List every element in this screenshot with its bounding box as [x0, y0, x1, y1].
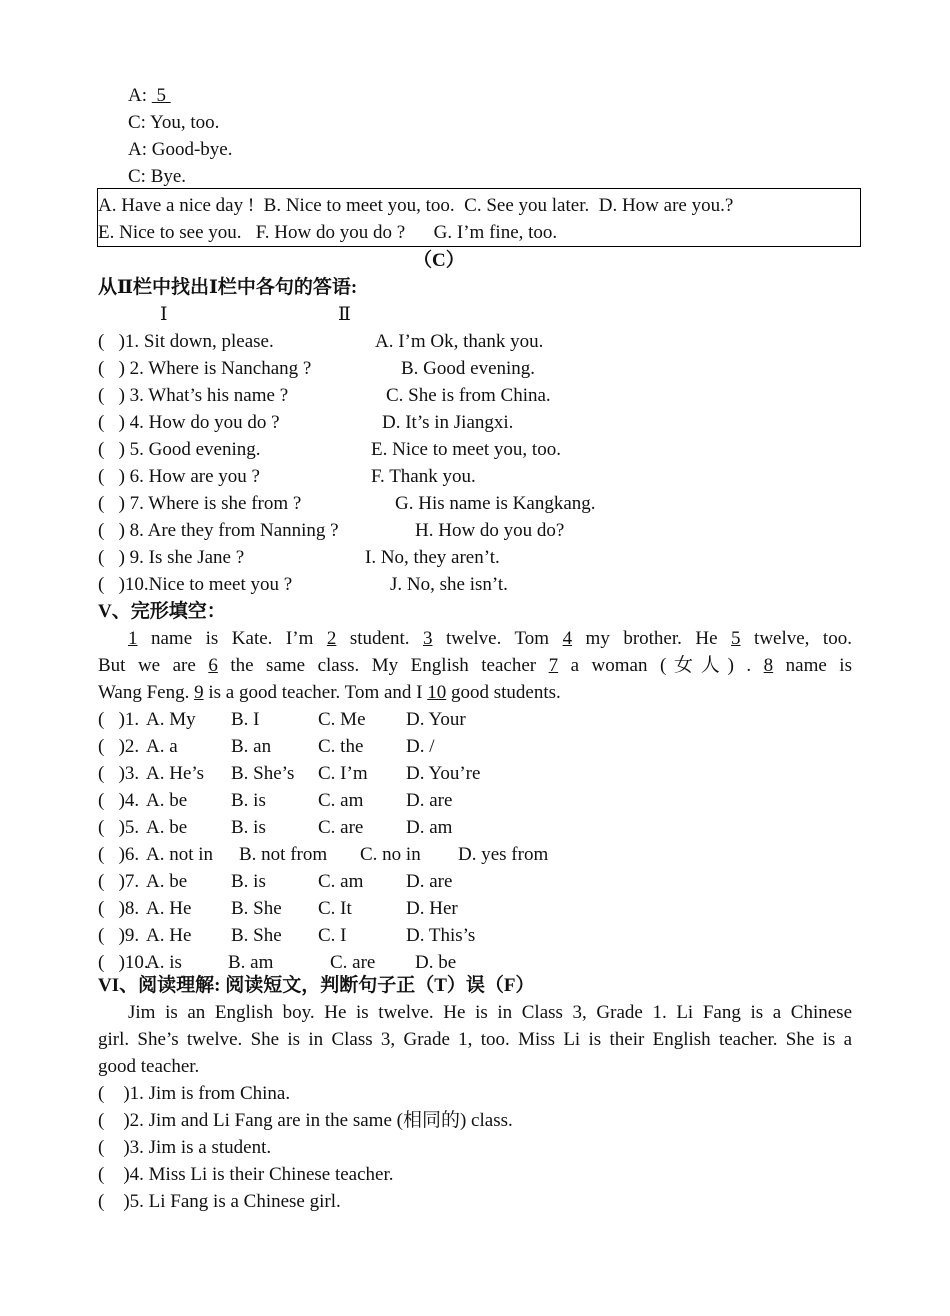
cloze-blank: 4 — [562, 628, 573, 649]
section-c-title: 从Ⅱ栏中找出Ⅰ栏中各句的答语: — [98, 277, 358, 298]
choice-option-a: A. be — [146, 871, 188, 892]
matching-answer-e: E. Nice to meet you, too. — [371, 439, 561, 460]
matching-answer-f: F. Thank you. — [371, 466, 476, 487]
matching-answer-i: I. No, they aren’t. — [365, 547, 500, 568]
reading-passage-line-2: girl. She’s twelve. She is in Class 3, Grade 1, too. Miss Li is their English teacher. She is a — [98, 1029, 852, 1050]
speaker: C: — [128, 112, 146, 133]
cloze-text: name is Kate. I’m — [137, 628, 327, 649]
speaker: C: — [128, 166, 146, 187]
choice-option-d: D. be — [415, 952, 457, 973]
choice-option-b: B. She — [231, 925, 282, 946]
choice-option-a: A. is — [146, 952, 182, 973]
matching-question-2: ( ) 2. Where is Nanchang ? — [98, 358, 312, 379]
cloze-blank: 8 — [763, 655, 774, 676]
column-header-1: Ⅰ — [160, 304, 168, 325]
choice-option-d: D. Your — [406, 709, 466, 730]
options-row-2: E. Nice to see you. F. How do you do ? G. I’m fine, too. — [98, 222, 558, 243]
choice-number: ( )1. — [98, 709, 140, 730]
matching-answer-d: D. It’s in Jiangxi. — [382, 412, 514, 433]
cloze-blank: 2 — [326, 628, 337, 649]
choice-option-b: B. an — [231, 736, 272, 757]
choice-option-c: C. am — [318, 871, 364, 892]
matching-answer-g: G. His name is Kangkang. — [395, 493, 596, 514]
section-c-label: （C） — [413, 250, 465, 271]
choice-option-c: C. are — [330, 952, 376, 973]
cloze-text: student. — [336, 628, 423, 649]
cloze-text: good students. — [446, 682, 561, 703]
section-v-title: V、完形填空： — [98, 601, 226, 622]
choice-option-c: C. I — [318, 925, 347, 946]
cloze-paragraph-line-3 — [98, 679, 561, 706]
answer-blank: 5 — [151, 85, 171, 106]
matching-answer-b: B. Good evening. — [401, 358, 536, 379]
cloze-blank: 5 — [731, 628, 741, 649]
cloze-blank: 6 — [208, 655, 218, 676]
cloze-text: twelve. Tom — [432, 628, 563, 649]
dialogue-line-2 — [128, 109, 219, 136]
matching-answer-j: J. No, she isn’t. — [390, 574, 508, 595]
reading-passage-line-3: good teacher. — [98, 1056, 200, 1077]
dialogue-text: You, too. — [150, 112, 220, 133]
statement-2: ( )2. Jim and Li Fang are in the same (相同的) class. — [98, 1110, 513, 1131]
dialogue-line-3 — [128, 136, 232, 163]
matching-question-6: ( ) 6. How are you ? — [98, 466, 260, 487]
choice-option-a: A. be — [146, 790, 188, 811]
cloze-blank: 3 — [422, 628, 433, 649]
choice-number: ( )6. — [98, 844, 140, 865]
choice-option-b: B. is — [231, 817, 266, 838]
matching-answer-a: A. I’m Ok, thank you. — [375, 331, 544, 352]
dialogue-text: Bye. — [150, 166, 187, 187]
choice-option-a: A. He — [146, 925, 192, 946]
choice-number: ( )8. — [98, 898, 140, 919]
dialogue-text: Good-bye. — [151, 139, 233, 160]
matching-question-4: ( ) 4. How do you do ? — [98, 412, 280, 433]
choice-option-d: D. yes from — [458, 844, 549, 865]
statement-1: ( )1. Jim is from China. — [98, 1083, 291, 1104]
matching-question-10: ( )10.Nice to meet you ? — [98, 574, 293, 595]
choice-option-b: B. am — [228, 952, 274, 973]
choice-option-a: A. not in — [146, 844, 214, 865]
choice-number: ( )4. — [98, 790, 140, 811]
choice-option-d: D. Her — [406, 898, 458, 919]
matching-question-9: ( ) 9. Is she Jane ? — [98, 547, 245, 568]
choice-number: ( )2. — [98, 736, 140, 757]
choice-option-a: A. He’s — [146, 763, 205, 784]
choice-number: ( )3. — [98, 763, 140, 784]
choice-option-d: D. This’s — [406, 925, 476, 946]
section-vi-title: VI、阅读理解: 阅读短文，判断句子正（T）误（F） — [98, 975, 535, 996]
cloze-text: is a good teacher. Tom and I — [203, 682, 428, 703]
statement-3: ( )3. Jim is a student. — [98, 1137, 272, 1158]
choice-number: ( )10. — [98, 952, 149, 973]
cloze-paragraph-line-2 — [98, 652, 852, 679]
choice-option-b: B. is — [231, 790, 266, 811]
choice-option-d: D. / — [406, 736, 435, 757]
options-row-1: A. Have a nice day ! B. Nice to meet you, too. C. See you later. D. How are you.? — [98, 195, 734, 216]
choice-option-a: A. a — [146, 736, 178, 757]
choice-option-a: A. He — [146, 898, 192, 919]
choice-option-d: D. You’re — [406, 763, 481, 784]
cloze-text: But we are — [98, 655, 209, 676]
choice-number: ( )7. — [98, 871, 140, 892]
cloze-blank: 7 — [548, 655, 559, 676]
choice-option-c: C. am — [318, 790, 364, 811]
cloze-blank: 1 — [128, 628, 138, 649]
choice-option-a: A. be — [146, 817, 188, 838]
cloze-text: a woman (女人) . — [558, 655, 764, 676]
statement-4: ( )4. Miss Li is their Chinese teacher. — [98, 1164, 394, 1185]
choice-option-c: C. are — [318, 817, 364, 838]
cloze-blank: 9 — [194, 682, 204, 703]
matching-answer-c: C. She is from China. — [386, 385, 551, 406]
statement-5: ( )5. Li Fang is a Chinese girl. — [98, 1191, 341, 1212]
matching-question-7: ( ) 7. Where is she from ? — [98, 493, 302, 514]
choice-option-b: B. is — [231, 871, 266, 892]
choice-option-c: C. It — [318, 898, 352, 919]
choice-option-d: D. am — [406, 817, 453, 838]
reading-passage-line-1: Jim is an English boy. He is twelve. He is in Class 3, Grade 1. Li Fang is a Chinese — [128, 1002, 852, 1023]
choice-option-b: B. not from — [239, 844, 328, 865]
cloze-blank: 10 — [427, 682, 447, 703]
dialogue-line-4 — [128, 163, 186, 190]
column-header-2: Ⅱ — [338, 304, 351, 325]
choice-option-b: B. She — [231, 898, 282, 919]
matching-question-5: ( ) 5. Good evening. — [98, 439, 261, 460]
speaker: A: — [128, 85, 147, 106]
choice-option-c: C. the — [318, 736, 364, 757]
cloze-text: twelve, too. — [740, 628, 852, 649]
choice-option-d: D. are — [406, 790, 453, 811]
choice-option-d: D. are — [406, 871, 453, 892]
cloze-text: the same class. My English teacher — [217, 655, 549, 676]
matching-question-1: ( )1. Sit down, please. — [98, 331, 274, 352]
choice-option-a: A. My — [146, 709, 196, 730]
choice-number: ( )9. — [98, 925, 140, 946]
matching-question-3: ( ) 3. What’s his name ? — [98, 385, 289, 406]
choice-number: ( )5. — [98, 817, 140, 838]
dialogue-line-1 — [128, 82, 252, 109]
choice-option-c: C. Me — [318, 709, 366, 730]
cloze-text: Wang Feng. — [98, 682, 195, 703]
matching-question-8: ( ) 8. Are they from Nanning ? — [98, 520, 339, 541]
cloze-paragraph-line-1 — [128, 625, 852, 652]
cloze-text: name is — [773, 655, 852, 676]
choice-option-b: B. I — [231, 709, 260, 730]
cloze-text: my brother. He — [572, 628, 732, 649]
choice-option-b: B. She’s — [231, 763, 295, 784]
choice-option-c: C. I’m — [318, 763, 368, 784]
matching-answer-h: H. How do you do? — [415, 520, 565, 541]
choice-option-c: C. no in — [360, 844, 421, 865]
speaker: A: — [128, 139, 147, 160]
